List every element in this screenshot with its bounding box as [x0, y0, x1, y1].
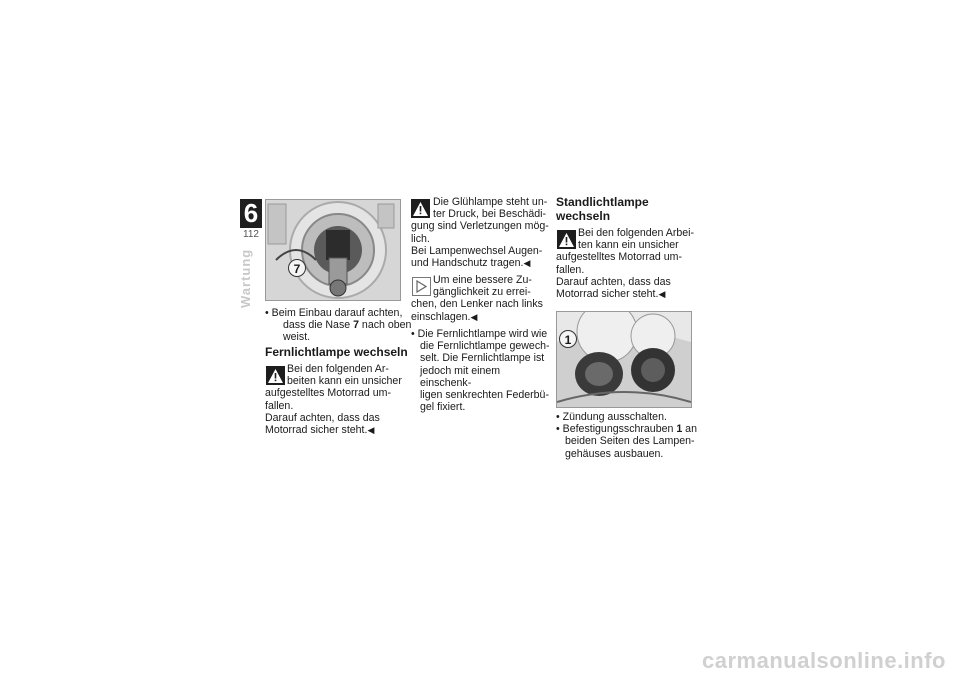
list-item: • Die Fernlichtlampe wird wie die Fernlichtlampe gewech- selt. Die Fernlichtlampe ist jedoch mit einem einschenk- ligen senkrechten Federbü- gel fixiert. [411, 328, 550, 414]
end-marker-icon: ◀ [470, 311, 478, 322]
end-marker-icon: ◀ [523, 258, 531, 269]
instrument-cluster-photo [556, 311, 692, 408]
page-number: 112 [243, 229, 259, 240]
section-heading: Standlichtlampe wechseln [556, 195, 649, 223]
section-label: Wartung [238, 248, 253, 308]
section-heading: Fernlichtlampe wechseln [265, 345, 408, 359]
note-text: Um eine bessere Zu- gänglichkeit zu errei- chen, den Lenker nach links einschlagen.◀ [411, 274, 543, 323]
warning-text: Bei den folgenden Arbei- ten kann ein unsicher aufgestelltes Motorrad um- fallen. Darauf achten, dass das Motorrad sicher steht.◀ [556, 227, 695, 301]
watermark: carmanualsonline.info [702, 648, 946, 673]
end-marker-icon: ◀ [367, 425, 375, 436]
warning-text: Die Glühlampe steht un- ter Druck, bei Beschädi- gung sind Verletzungen mög- lich. Bei Lampenwechsel Augen- und Handschutz tragen.◀ [411, 196, 549, 270]
chapter-number-tab: 6 [240, 199, 262, 228]
warning-text: Bei den folgenden Ar- beiten kann ein unsicher aufgestelltes Motorrad um- fallen. Darauf achten, dass das Motorrad sicher steht.◀ [265, 363, 402, 437]
photo-callout-1: 1 [559, 330, 577, 348]
headlight-photo [265, 199, 401, 301]
end-marker-icon: ◀ [658, 289, 666, 300]
photo-callout-7: 7 [288, 259, 306, 277]
list-item: • Beim Einbau darauf achten, dass die Nase 7 nach oben weist. [265, 307, 412, 344]
list-item: • Zündung ausschalten. • Befestigungsschrauben 1 an beiden Seiten des Lampen- gehäuses ausbauen. [556, 411, 697, 460]
